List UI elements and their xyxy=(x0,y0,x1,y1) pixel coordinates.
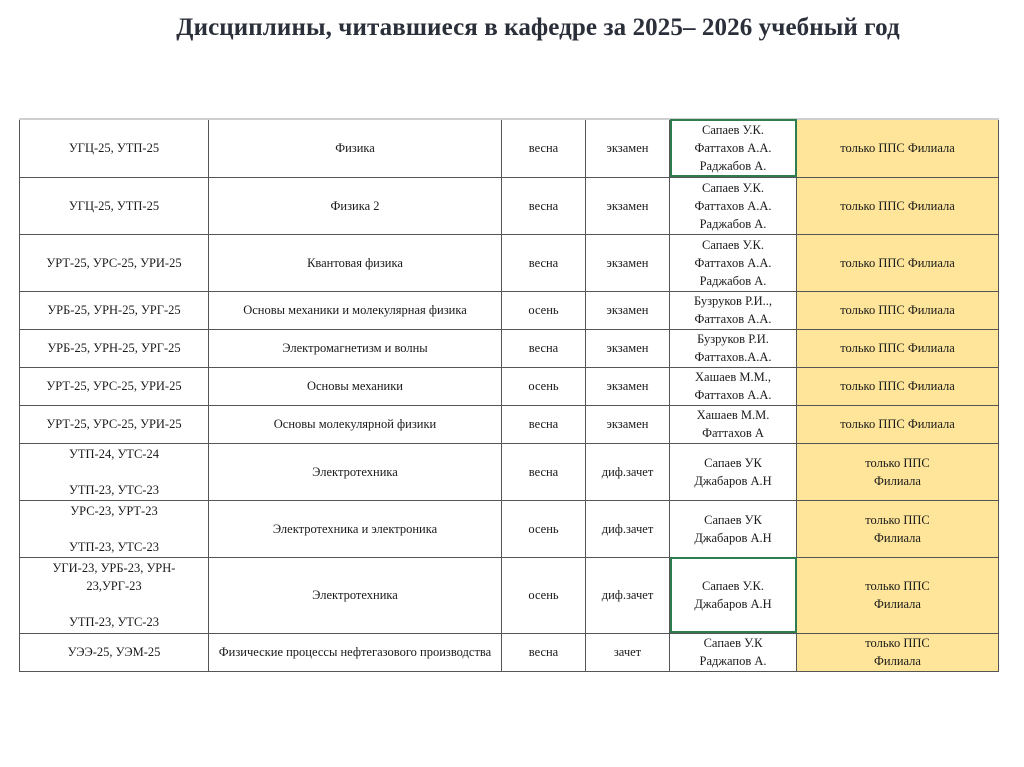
control-cell: экзамен xyxy=(586,405,670,443)
groups-cell: УГЦ-25, УТП-25 xyxy=(20,177,209,234)
table-row xyxy=(20,557,999,633)
teachers-cell: Сапаев У.К. Фаттахов А.А. Раджабов А. xyxy=(670,119,797,177)
teachers-cell: Сапаев УК Джабаров А.Н xyxy=(670,443,797,500)
semester-cell: весна xyxy=(502,177,586,234)
table-row xyxy=(20,500,999,557)
control-cell: экзамен xyxy=(586,119,670,177)
control-cell: экзамен xyxy=(586,177,670,234)
subject-cell: Основы механики и молекулярная физика xyxy=(209,291,502,329)
subject-cell: Электротехника xyxy=(209,443,502,500)
control-cell: диф.зачет xyxy=(586,557,670,633)
table-row xyxy=(20,367,999,405)
teachers-cell: Сапаев У.К. Джабаров А.Н xyxy=(670,557,797,633)
groups-cell: УРС-23, УРТ-23 УТП-23, УТС-23 xyxy=(20,500,209,557)
groups-cell: УГИ-23, УРБ-23, УРН- 23,УРГ-23 УТП-23, УТС-23 xyxy=(20,557,209,633)
groups-cell: УРТ-25, УРС-25, УРИ-25 xyxy=(20,367,209,405)
note-cell: только ППС Филиала xyxy=(797,291,999,329)
groups-cell: УГЦ-25, УТП-25 xyxy=(20,119,209,177)
subject-cell: Основы молекулярной физики xyxy=(209,405,502,443)
semester-cell: весна xyxy=(502,119,586,177)
semester-cell: осень xyxy=(502,367,586,405)
note-cell: только ППС Филиала xyxy=(797,177,999,234)
table-row xyxy=(20,119,999,177)
subject-cell: Основы механики xyxy=(209,367,502,405)
groups-cell: УТП-24, УТС-24 УТП-23, УТС-23 xyxy=(20,443,209,500)
groups-cell: УРТ-25, УРС-25, УРИ-25 xyxy=(20,405,209,443)
table-row xyxy=(20,633,999,671)
control-cell: экзамен xyxy=(586,329,670,367)
semester-cell: весна xyxy=(502,329,586,367)
teachers-cell: Бузруков Р.И.., Фаттахов А.А. xyxy=(670,291,797,329)
semester-cell: весна xyxy=(502,405,586,443)
table-row xyxy=(20,329,999,367)
note-cell: только ППС Филиала xyxy=(797,234,999,291)
groups-cell: УРТ-25, УРС-25, УРИ-25 xyxy=(20,234,209,291)
teachers-cell: Сапаев У.К. Фаттахов А.А. Раджабов А. xyxy=(670,234,797,291)
semester-cell: осень xyxy=(502,557,586,633)
table-row xyxy=(20,443,999,500)
control-cell: зачет xyxy=(586,633,670,671)
groups-cell: УРБ-25, УРН-25, УРГ-25 xyxy=(20,291,209,329)
subject-cell: Электромагнетизм и волны xyxy=(209,329,502,367)
subject-cell: Физика 2 xyxy=(209,177,502,234)
teachers-cell: Бузруков Р.И. Фаттахов.А.А. xyxy=(670,329,797,367)
table-row xyxy=(20,405,999,443)
page-title: Дисциплины, читавшиеся в кафедре за 2025– 2026 учебный год xyxy=(176,14,900,41)
semester-cell: осень xyxy=(502,500,586,557)
note-cell: только ППС Филиала xyxy=(797,633,999,671)
teachers-cell: Сапаев УК Джабаров А.Н xyxy=(670,500,797,557)
control-cell: экзамен xyxy=(586,234,670,291)
control-cell: экзамен xyxy=(586,367,670,405)
subject-cell: Электротехника и электроника xyxy=(209,500,502,557)
disciplines-table xyxy=(19,118,999,672)
teachers-cell: Сапаев У.К Раджапов А. xyxy=(670,633,797,671)
control-cell: диф.зачет xyxy=(586,443,670,500)
note-cell: только ППС Филиала xyxy=(797,405,999,443)
teachers-cell: Хашаев М.М., Фаттахов А.А. xyxy=(670,367,797,405)
subject-cell: Физика xyxy=(209,119,502,177)
semester-cell: весна xyxy=(502,443,586,500)
note-cell: только ППС Филиала xyxy=(797,443,999,500)
teachers-cell: Сапаев У.К. Фаттахов А.А. Раджабов А. xyxy=(670,177,797,234)
semester-cell: весна xyxy=(502,633,586,671)
note-cell: только ППС Филиала xyxy=(797,500,999,557)
note-cell: только ППС Филиала xyxy=(797,557,999,633)
control-cell: экзамен xyxy=(586,291,670,329)
semester-cell: весна xyxy=(502,234,586,291)
note-cell: только ППС Филиала xyxy=(797,367,999,405)
subject-cell: Электротехника xyxy=(209,557,502,633)
groups-cell: УЭЭ-25, УЭМ-25 xyxy=(20,633,209,671)
semester-cell: осень xyxy=(502,291,586,329)
control-cell: диф.зачет xyxy=(586,500,670,557)
groups-cell: УРБ-25, УРН-25, УРГ-25 xyxy=(20,329,209,367)
note-cell: только ППС Филиала xyxy=(797,329,999,367)
subject-cell: Квантовая физика xyxy=(209,234,502,291)
table-row xyxy=(20,234,999,291)
table-row xyxy=(20,177,999,234)
subject-cell: Физические процессы нефтегазового производства xyxy=(209,633,502,671)
note-cell: только ППС Филиала xyxy=(797,119,999,177)
table-row xyxy=(20,291,999,329)
teachers-cell: Хашаев М.М. Фаттахов А xyxy=(670,405,797,443)
